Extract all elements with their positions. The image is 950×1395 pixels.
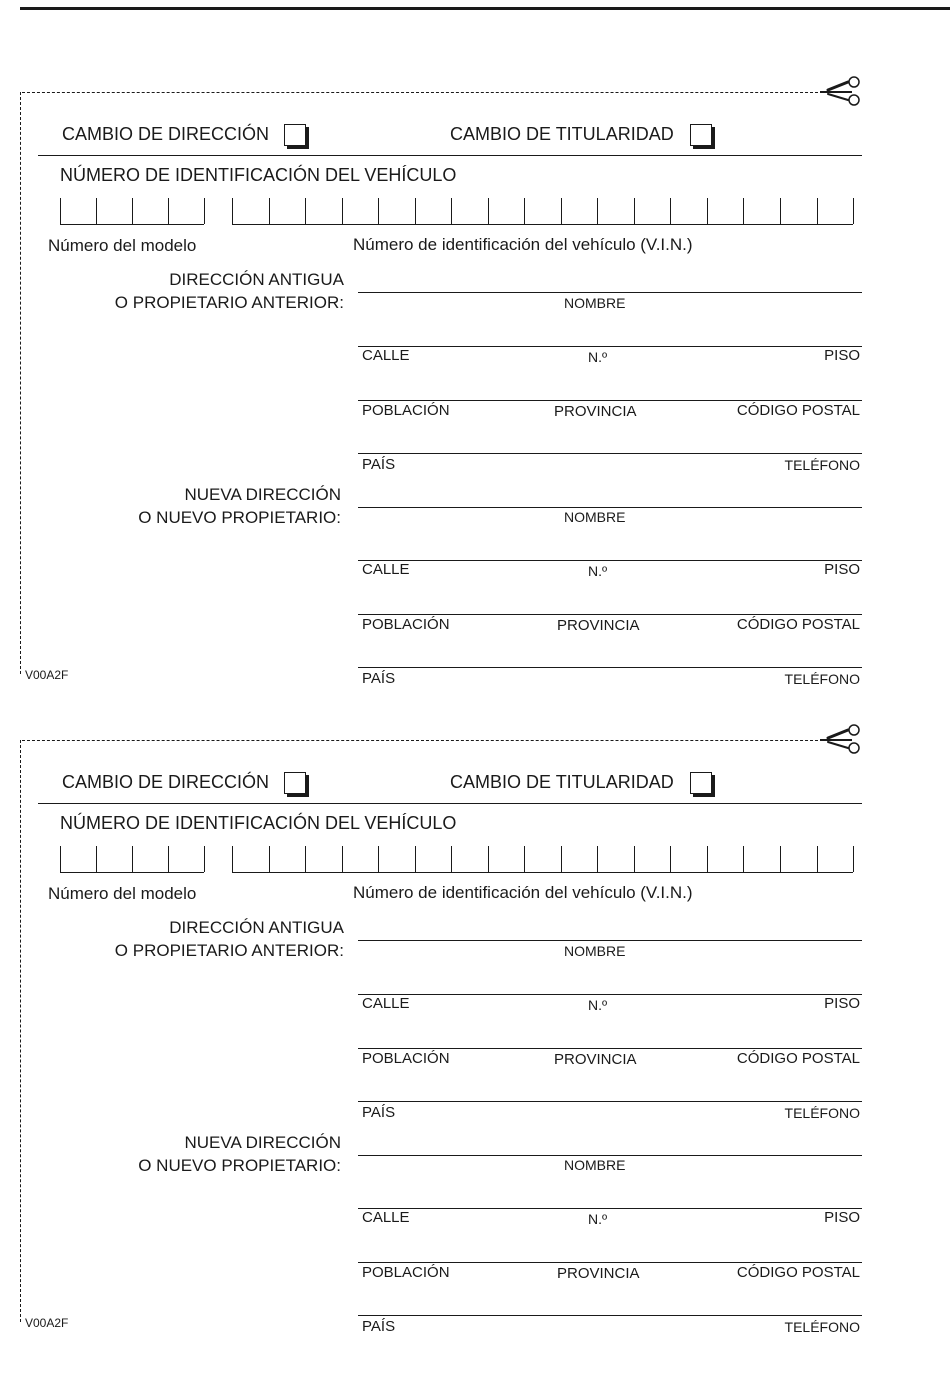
new-floor-label: PISO (824, 561, 860, 578)
new-town-label: POBLACIÓN (362, 616, 450, 633)
new-floor-label: PISO (824, 1209, 860, 1226)
new-country-label: PAÍS (362, 670, 396, 687)
change-address-checkbox[interactable] (284, 124, 306, 146)
new-owner-heading-line2: O NUEVO PROPIETARIO: (138, 508, 341, 527)
vin-heading: NÚMERO DE IDENTIFICACIÓN DEL VEHÍCULO (60, 813, 457, 833)
old-phone-label: TELÉFONO (784, 1105, 860, 1121)
form-reference-code: V00A2F (25, 668, 69, 682)
old-number-label: N.º (588, 997, 608, 1013)
cut-line-left (20, 92, 21, 674)
cut-line-left (20, 740, 21, 1322)
change-form-2 (0, 732, 950, 1372)
change-owner-checkbox[interactable] (690, 124, 712, 146)
old-floor-label: PISO (824, 347, 860, 364)
new-name-label: NOMBRE (564, 1157, 626, 1173)
change-form-1 (0, 84, 950, 724)
form-reference-code: V00A2F (25, 1316, 69, 1330)
new-phone-label: TELÉFONO (784, 1319, 860, 1335)
vin-field[interactable] (232, 846, 853, 873)
old-town-line[interactable] (358, 400, 862, 401)
new-street-label: CALLE (362, 1209, 410, 1226)
change-address-label: CAMBIO DE DIRECCIÓN (62, 772, 270, 792)
old-postcode-label: CÓDIGO POSTAL (736, 402, 860, 419)
model-number-field[interactable] (60, 198, 204, 225)
new-town-line[interactable] (358, 1262, 862, 1263)
old-province-label: PROVINCIA (554, 1051, 637, 1068)
model-number-label: Número del modelo (48, 236, 197, 255)
new-name-line[interactable] (358, 507, 862, 508)
old-town-label: POBLACIÓN (362, 402, 450, 419)
new-number-label: N.º (588, 1211, 608, 1227)
old-name-label: NOMBRE (564, 295, 626, 311)
change-owner-checkbox[interactable] (690, 772, 712, 794)
change-owner-label: CAMBIO DE TITULARIDAD (450, 124, 674, 144)
vin-heading: NÚMERO DE IDENTIFICACIÓN DEL VEHÍCULO (60, 165, 457, 185)
new-province-label: PROVINCIA (557, 1265, 640, 1282)
old-street-label: CALLE (362, 347, 410, 364)
new-postcode-label: CÓDIGO POSTAL (736, 616, 860, 633)
new-owner-heading-line1: NUEVA DIRECCIÓN (184, 1133, 341, 1152)
new-town-label: POBLACIÓN (362, 1264, 450, 1281)
old-street-label: CALLE (362, 995, 410, 1012)
header-divider (38, 803, 862, 804)
scissors-icon (818, 724, 864, 754)
old-owner-heading-line2: O PROPIETARIO ANTERIOR: (114, 293, 344, 312)
scissors-icon (818, 76, 864, 106)
old-floor-label: PISO (824, 995, 860, 1012)
old-province-label: PROVINCIA (554, 403, 637, 420)
new-owner-heading-line1: NUEVA DIRECCIÓN (184, 485, 341, 504)
old-number-label: N.º (588, 349, 608, 365)
new-postcode-label: CÓDIGO POSTAL (736, 1264, 860, 1281)
old-owner-heading-line1: DIRECCIÓN ANTIGUA (169, 270, 344, 289)
model-number-field[interactable] (60, 846, 204, 873)
cut-line-top (22, 740, 818, 741)
vin-label: Número de identificación del vehículo (V.I.N.) (353, 235, 693, 254)
old-country-line[interactable] (358, 453, 862, 454)
new-province-label: PROVINCIA (557, 617, 640, 634)
old-owner-heading-line1: DIRECCIÓN ANTIGUA (169, 918, 344, 937)
vin-label: Número de identificación del vehículo (V.I.N.) (353, 883, 693, 902)
model-number-label: Número del modelo (48, 884, 197, 903)
old-name-label: NOMBRE (564, 943, 626, 959)
vin-field[interactable] (232, 198, 853, 225)
change-owner-label: CAMBIO DE TITULARIDAD (450, 772, 674, 792)
change-address-checkbox[interactable] (284, 772, 306, 794)
new-country-line[interactable] (358, 1315, 862, 1316)
page-top-rule (20, 7, 950, 10)
new-number-label: N.º (588, 563, 608, 579)
old-name-line[interactable] (358, 940, 862, 941)
new-name-line[interactable] (358, 1155, 862, 1156)
old-phone-label: TELÉFONO (784, 457, 860, 473)
old-town-line[interactable] (358, 1048, 862, 1049)
cut-line-top (22, 92, 818, 93)
change-address-label: CAMBIO DE DIRECCIÓN (62, 124, 270, 144)
new-country-line[interactable] (358, 667, 862, 668)
new-street-label: CALLE (362, 561, 410, 578)
old-country-label: PAÍS (362, 1104, 396, 1121)
old-country-line[interactable] (358, 1101, 862, 1102)
old-town-label: POBLACIÓN (362, 1050, 450, 1067)
new-phone-label: TELÉFONO (784, 671, 860, 687)
old-postcode-label: CÓDIGO POSTAL (736, 1050, 860, 1067)
new-owner-heading-line2: O NUEVO PROPIETARIO: (138, 1156, 341, 1175)
old-country-label: PAÍS (362, 456, 396, 473)
new-country-label: PAÍS (362, 1318, 396, 1335)
old-name-line[interactable] (358, 292, 862, 293)
header-divider (38, 155, 862, 156)
new-name-label: NOMBRE (564, 509, 626, 525)
new-town-line[interactable] (358, 614, 862, 615)
old-owner-heading-line2: O PROPIETARIO ANTERIOR: (114, 941, 344, 960)
